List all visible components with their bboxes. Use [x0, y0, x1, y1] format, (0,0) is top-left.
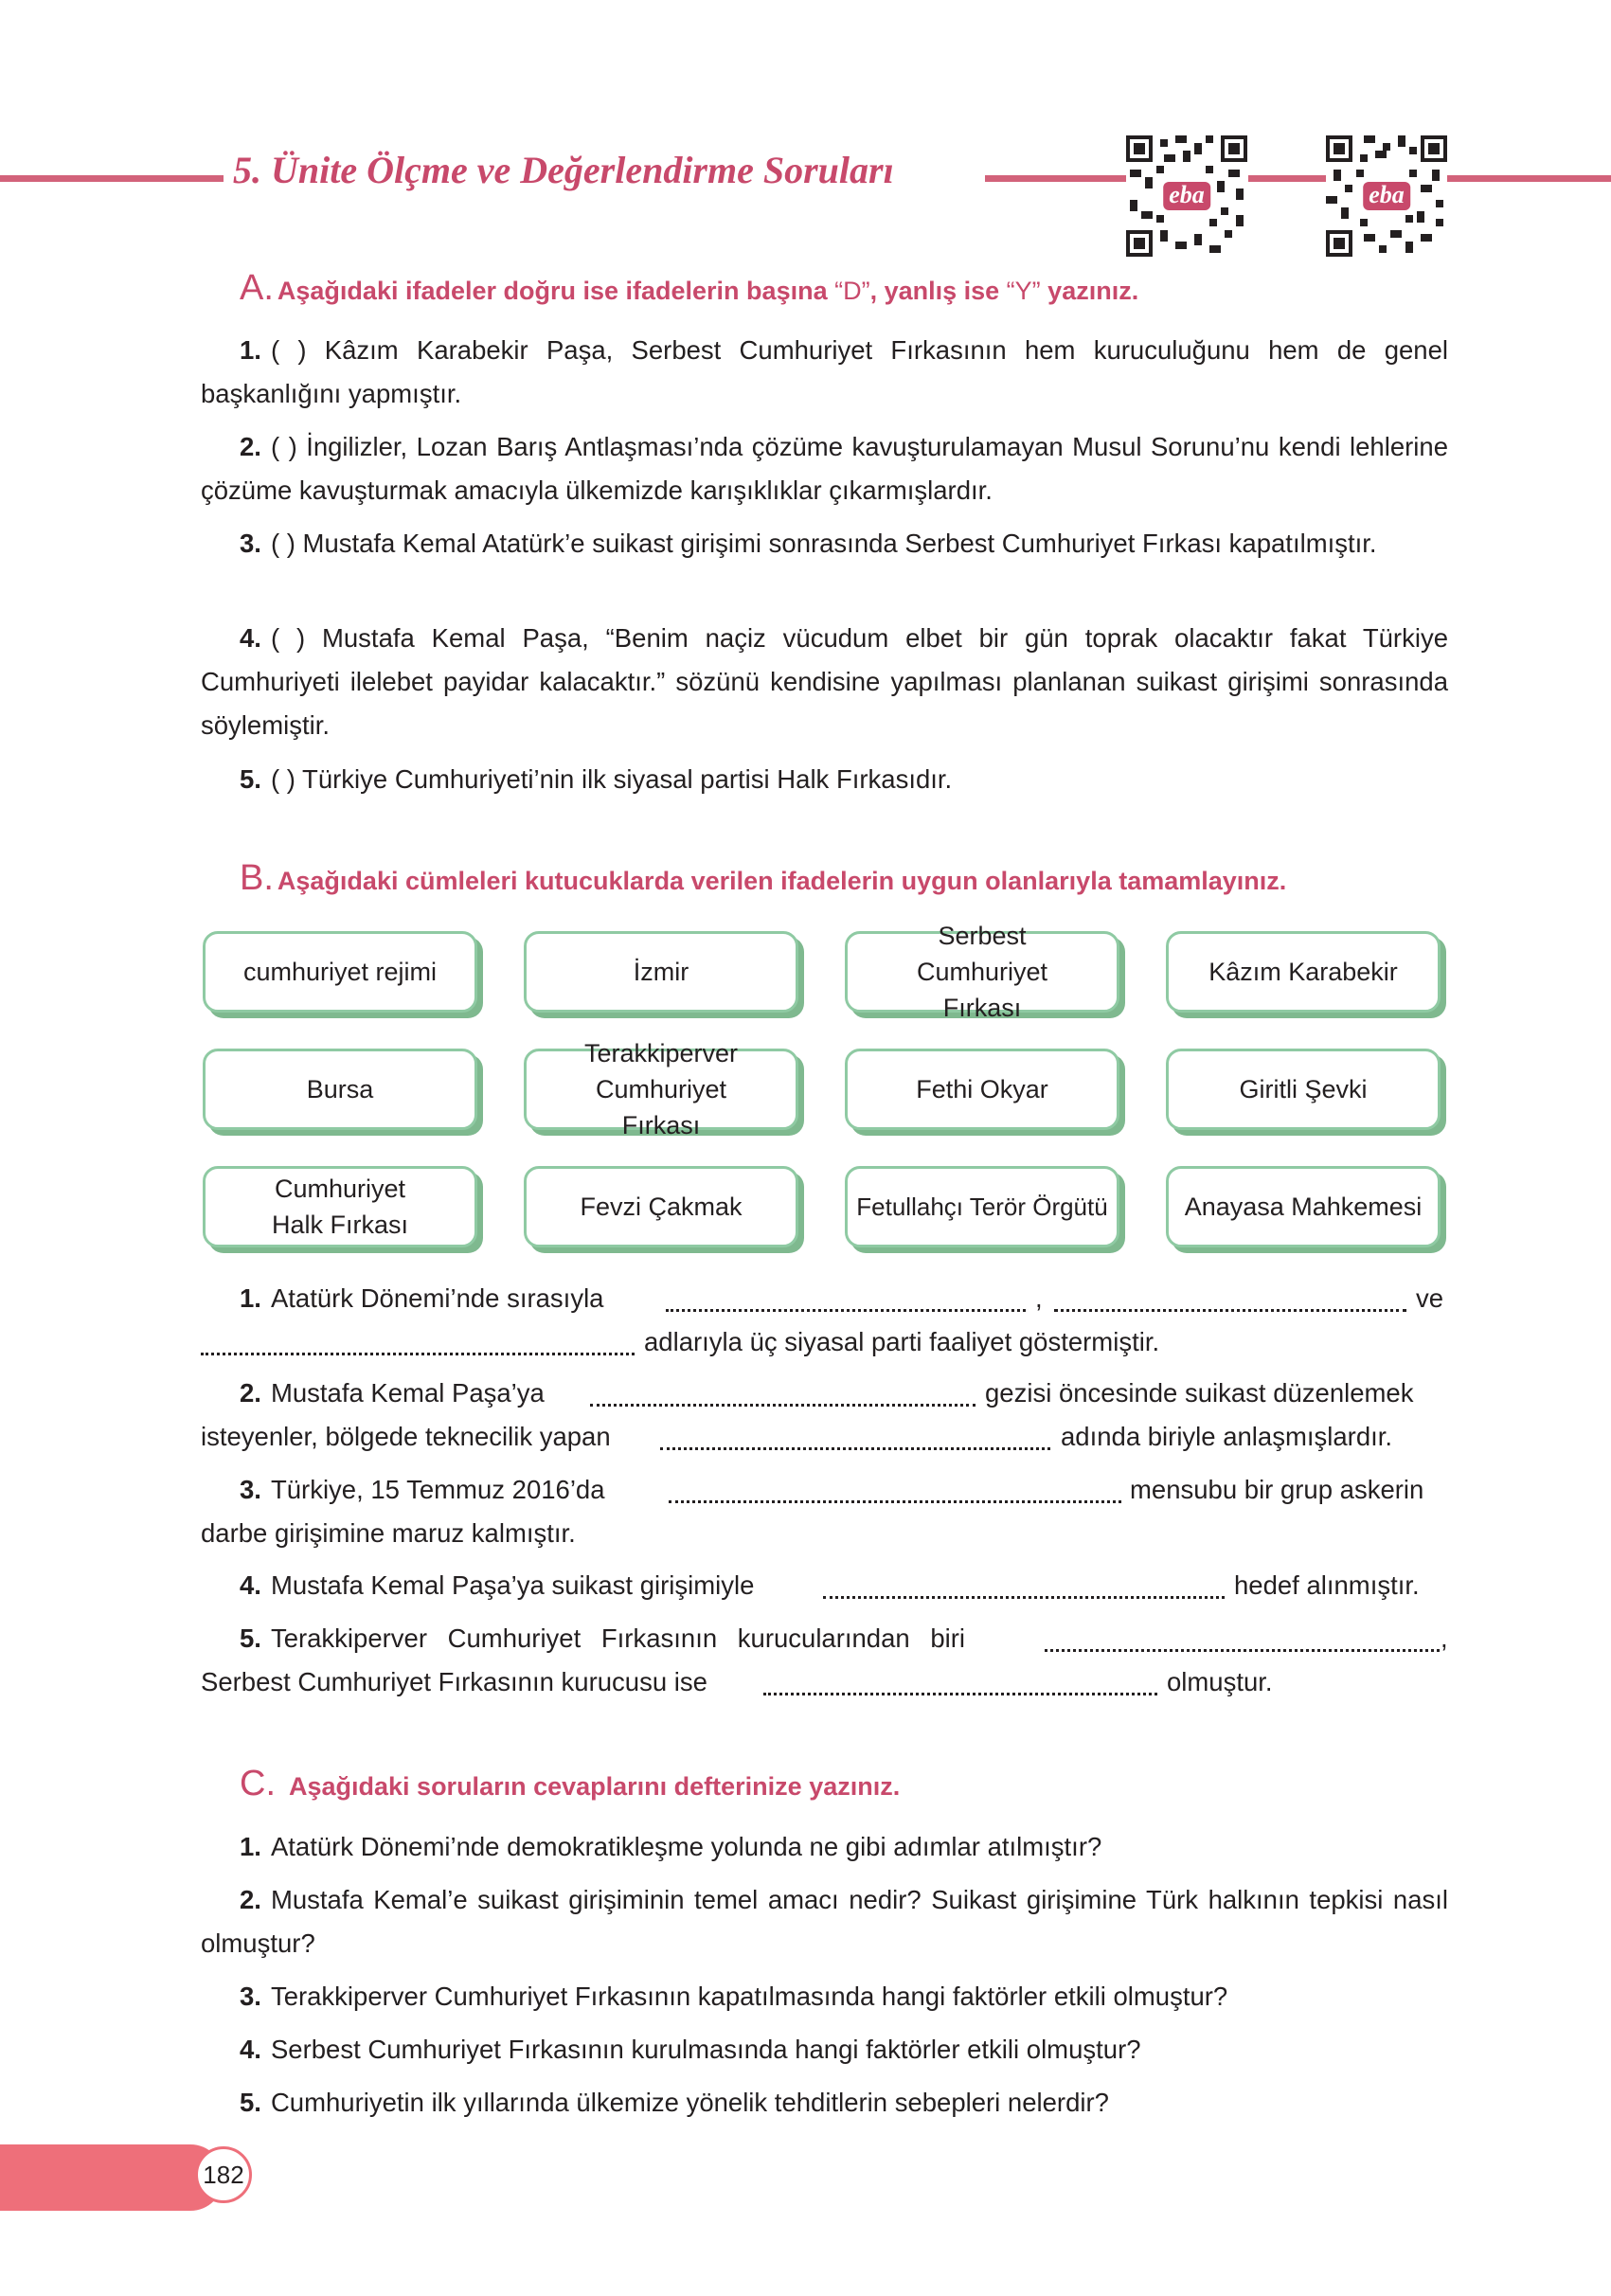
blank-field[interactable]	[201, 1332, 635, 1355]
answer-box: Bursa	[203, 1049, 477, 1130]
qr-code-1[interactable]	[1126, 135, 1247, 257]
answer-box: Fetullahçı Terör Örgütü	[845, 1166, 1119, 1247]
question-a2: 2. ( ) İngilizler, Lozan Barış Antlaşması’nda çözüme kavuşturulamayan Musul Sorunu’nu kendi lehlerine çözüme kavuşturmak amacıyla ülkemizde karışıklıklar çıkarmışlardır.	[201, 432, 1448, 505]
eba-logo: eba	[1363, 182, 1410, 210]
question-b1-line2: adlarıyla üç siyasal parti faaliyet göstermiştir.	[644, 1327, 1160, 1356]
question-b2-line2: isteyenler, bölgede teknecilik yapan	[201, 1422, 611, 1451]
question-a4: 4. ( ) Mustafa Kemal Paşa, “Benim naçiz vücudum elbet bir gün toprak olacaktır fakat Türkiye Cumhuriyeti ilelebet payidar kalacaktır.” sözünü kendisine yapılması planlanan suikast girişimi sonrasında söylemiştir.	[201, 623, 1448, 740]
question-b4-end: hedef alınmıştır.	[1234, 1570, 1420, 1600]
question-c1: 1. Atatürk Dönemi’nde demokratikleşme yolunda ne gibi adımlar atılmıştır?	[240, 1832, 1102, 1861]
answer-box: cumhuriyet rejimi	[203, 931, 477, 1013]
question-b3-line1: 3. Türkiye, 15 Temmuz 2016’da	[240, 1475, 605, 1504]
question-c5: 5. Cumhuriyetin ilk yıllarında ülkemize yönelik tehditlerin sebepleri nelerdir?	[240, 2088, 1109, 2117]
eba-logo: eba	[1163, 182, 1210, 210]
conjunction-ve: ve	[1416, 1283, 1444, 1313]
question-b4: 4. Mustafa Kemal Paşa’ya suikast girişimiyle	[240, 1570, 755, 1600]
blank-field[interactable]	[590, 1383, 976, 1407]
header-rule-right	[1447, 175, 1611, 182]
separator-comma: ,	[1441, 1623, 1448, 1653]
question-b3-line2: darbe girişimine maruz kalmıştır.	[201, 1518, 576, 1548]
question-b2-text: gezisi öncesinde suikast düzenlemek	[985, 1378, 1414, 1408]
blank-field[interactable]	[1045, 1628, 1440, 1652]
section-letter: B.	[240, 858, 274, 898]
question-b5-line1: 5. Terakkiperver Cumhuriyet Fırkasının kurucularından biri	[240, 1623, 966, 1653]
answer-box: İzmir	[524, 931, 798, 1013]
question-b5-line2: Serbest Cumhuriyet Fırkasının kurucusu ise	[201, 1667, 707, 1696]
question-b1-line1: 1. Atatürk Dönemi’nde sırasıyla	[240, 1283, 604, 1313]
header-rule-middle	[985, 175, 1132, 182]
answer-box: Serbest Cumhuriyet Fırkası	[845, 931, 1119, 1013]
header-rule-left	[0, 175, 224, 182]
question-a1: 1. ( ) Kâzım Karabekir Paşa, Serbest Cumhuriyet Fırkasının hem kuruculuğunu hem de genel başkanlığını yapmıştır.	[201, 335, 1448, 408]
blank-field[interactable]	[660, 1426, 1050, 1450]
question-b3-text: mensubu bir grup askerin	[1130, 1475, 1424, 1504]
question-b2-end: adında biriyle anlaşmışlardır.	[1061, 1422, 1393, 1451]
answer-box: Fethi Okyar	[845, 1049, 1119, 1130]
question-b5-end: olmuştur.	[1167, 1667, 1273, 1696]
question-a5: 5. ( ) Türkiye Cumhuriyeti’nin ilk siyasal partisi Halk Fırkasıdır.	[240, 764, 953, 794]
question-c3: 3. Terakkiperver Cumhuriyet Fırkasının kapatılmasında hangi faktörler etkili olmuştur?	[240, 1982, 1228, 2011]
header-rule-between	[1248, 175, 1326, 182]
question-b2-line1: 2. Mustafa Kemal Paşa’ya	[240, 1378, 545, 1408]
answer-box: Anayasa Mahkemesi	[1166, 1166, 1441, 1247]
blank-field[interactable]	[669, 1480, 1121, 1503]
blank-field[interactable]	[823, 1575, 1225, 1599]
section-letter: A.	[240, 268, 274, 308]
blank-field[interactable]	[1054, 1288, 1406, 1312]
section-a-heading: A. Aşağıdaki ifadeler doğru ise ifadelerin başına “D”, yanlış ise “Y” yazınız.	[240, 268, 1139, 308]
question-a3: 3. ( ) Mustafa Kemal Atatürk’e suikast girişimi sonrasında Serbest Cumhuriyet Fırkası kapatılmıştır.	[240, 529, 1377, 558]
page-number-bar	[0, 2144, 224, 2211]
answer-box: Giritli Şevki	[1166, 1049, 1441, 1130]
blank-field[interactable]	[763, 1672, 1157, 1695]
question-c4: 4. Serbest Cumhuriyet Fırkasının kurulmasında hangi faktörler etkili olmuştur?	[240, 2035, 1141, 2064]
answer-box: Kâzım Karabekir	[1166, 931, 1441, 1013]
answer-box: Terakkiperver Cumhuriyet Fırkası	[524, 1049, 798, 1130]
page-title: 5. Ünite Ölçme ve Değerlendirme Soruları	[233, 149, 894, 191]
answer-box: Fevzi Çakmak	[524, 1166, 798, 1247]
section-c-heading: C. Aşağıdaki soruların cevaplarını defterinize yazınız.	[240, 1764, 901, 1803]
question-c2: 2. Mustafa Kemal’e suikast girişiminin temel amacı nedir? Suikast girişimine Türk halkının tepkisi nasıl olmuştur?	[201, 1885, 1448, 1958]
page-number: 182	[195, 2146, 252, 2203]
blank-field[interactable]	[666, 1288, 1026, 1312]
answer-box: Cumhuriyet Halk Fırkası	[203, 1166, 477, 1247]
separator-comma: ,	[1035, 1283, 1043, 1313]
section-letter: C.	[240, 1764, 276, 1803]
section-b-heading: B. Aşağıdaki cümleleri kutucuklarda verilen ifadelerin uygun olanlarıyla tamamlayınız.	[240, 858, 1287, 898]
qr-code-2[interactable]	[1326, 135, 1447, 257]
